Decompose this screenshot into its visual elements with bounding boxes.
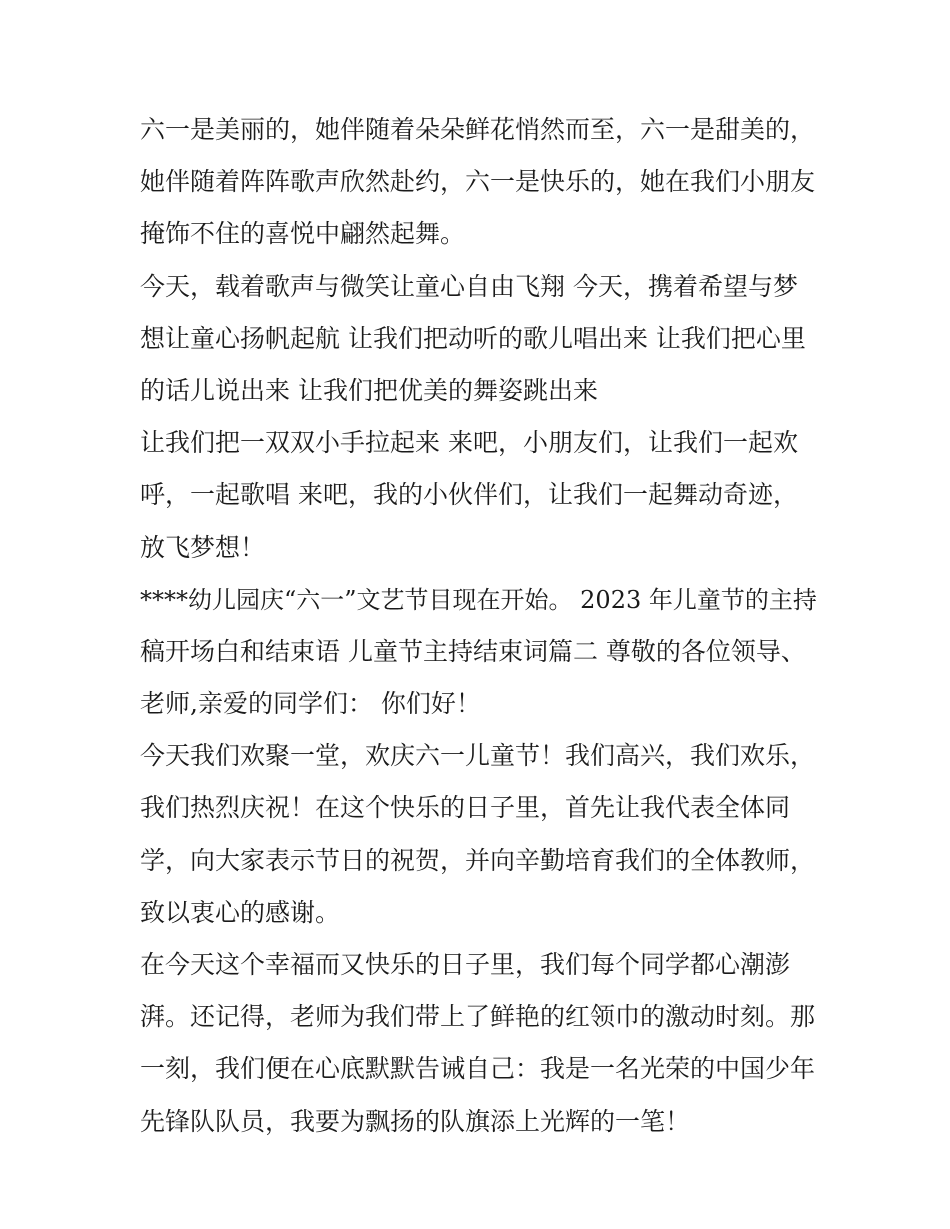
text-line: 先锋队队员，我要为飘扬的队旗添上光辉的一笔！ — [140, 1106, 691, 1136]
text-line: 让我们把一双双小手拉起来 来吧，小朋友们，让我们一起欢 — [140, 428, 798, 458]
text-line: 放飞梦想！ — [140, 532, 266, 562]
text-line: 我们热烈庆祝！在这个快乐的日子里，首先让我代表全体同 — [140, 793, 791, 823]
document-body — [140, 104, 820, 1148]
text-line: 今天，载着歌声与微笑让童心自由飞翔 今天，携着希望与梦 — [140, 271, 798, 301]
text-line: 掩饰不住的喜悦中翩然起舞。 — [140, 219, 466, 249]
text-line: 呼，一起歌唱 来吧，我的小伙伴们，让我们一起舞动奇迹， — [140, 480, 798, 510]
text-line: 六一是美丽的，她伴随着朵朵鲜花悄然而至，六一是甜美的， — [140, 115, 816, 144]
text-line: 致以衷心的感谢。 — [140, 897, 341, 927]
text-line: 学，向大家表示节日的祝贺，并向辛勤培育我们的全体教师， — [140, 845, 816, 875]
text-line: 在今天这个幸福而又快乐的日子里，我们每个同学都心潮澎 — [140, 950, 791, 979]
text-line: 想让童心扬帆起航 让我们把动听的歌儿唱出来 让我们把心里 — [140, 323, 806, 353]
text-line: 她伴随着阵阵歌声欣然赴约，六一是快乐的，她在我们小朋友 — [140, 167, 816, 197]
text-line: 一刻，我们便在心底默默告诫自己：我是一名光荣的中国少年 — [140, 1054, 816, 1084]
text-line: ****幼儿园庆“六一”文艺节目现在开始。 2023 年儿童节的主持 — [140, 585, 817, 614]
text-line: 老师,亲爱的同学们： 你们好！ — [140, 689, 481, 719]
text-line: 湃。还记得，老师为我们带上了鲜艳的红领巾的激动时刻。那 — [140, 1002, 816, 1032]
text-line: 稿开场白和结束语 儿童节主持结束词篇二 尊敬的各位领导、 — [140, 636, 806, 666]
text-line: 今天我们欢聚一堂，欢庆六一儿童节！我们高兴，我们欢乐， — [140, 741, 816, 771]
text-line: 的话儿说出来 让我们把优美的舞姿跳出来 — [140, 375, 598, 405]
